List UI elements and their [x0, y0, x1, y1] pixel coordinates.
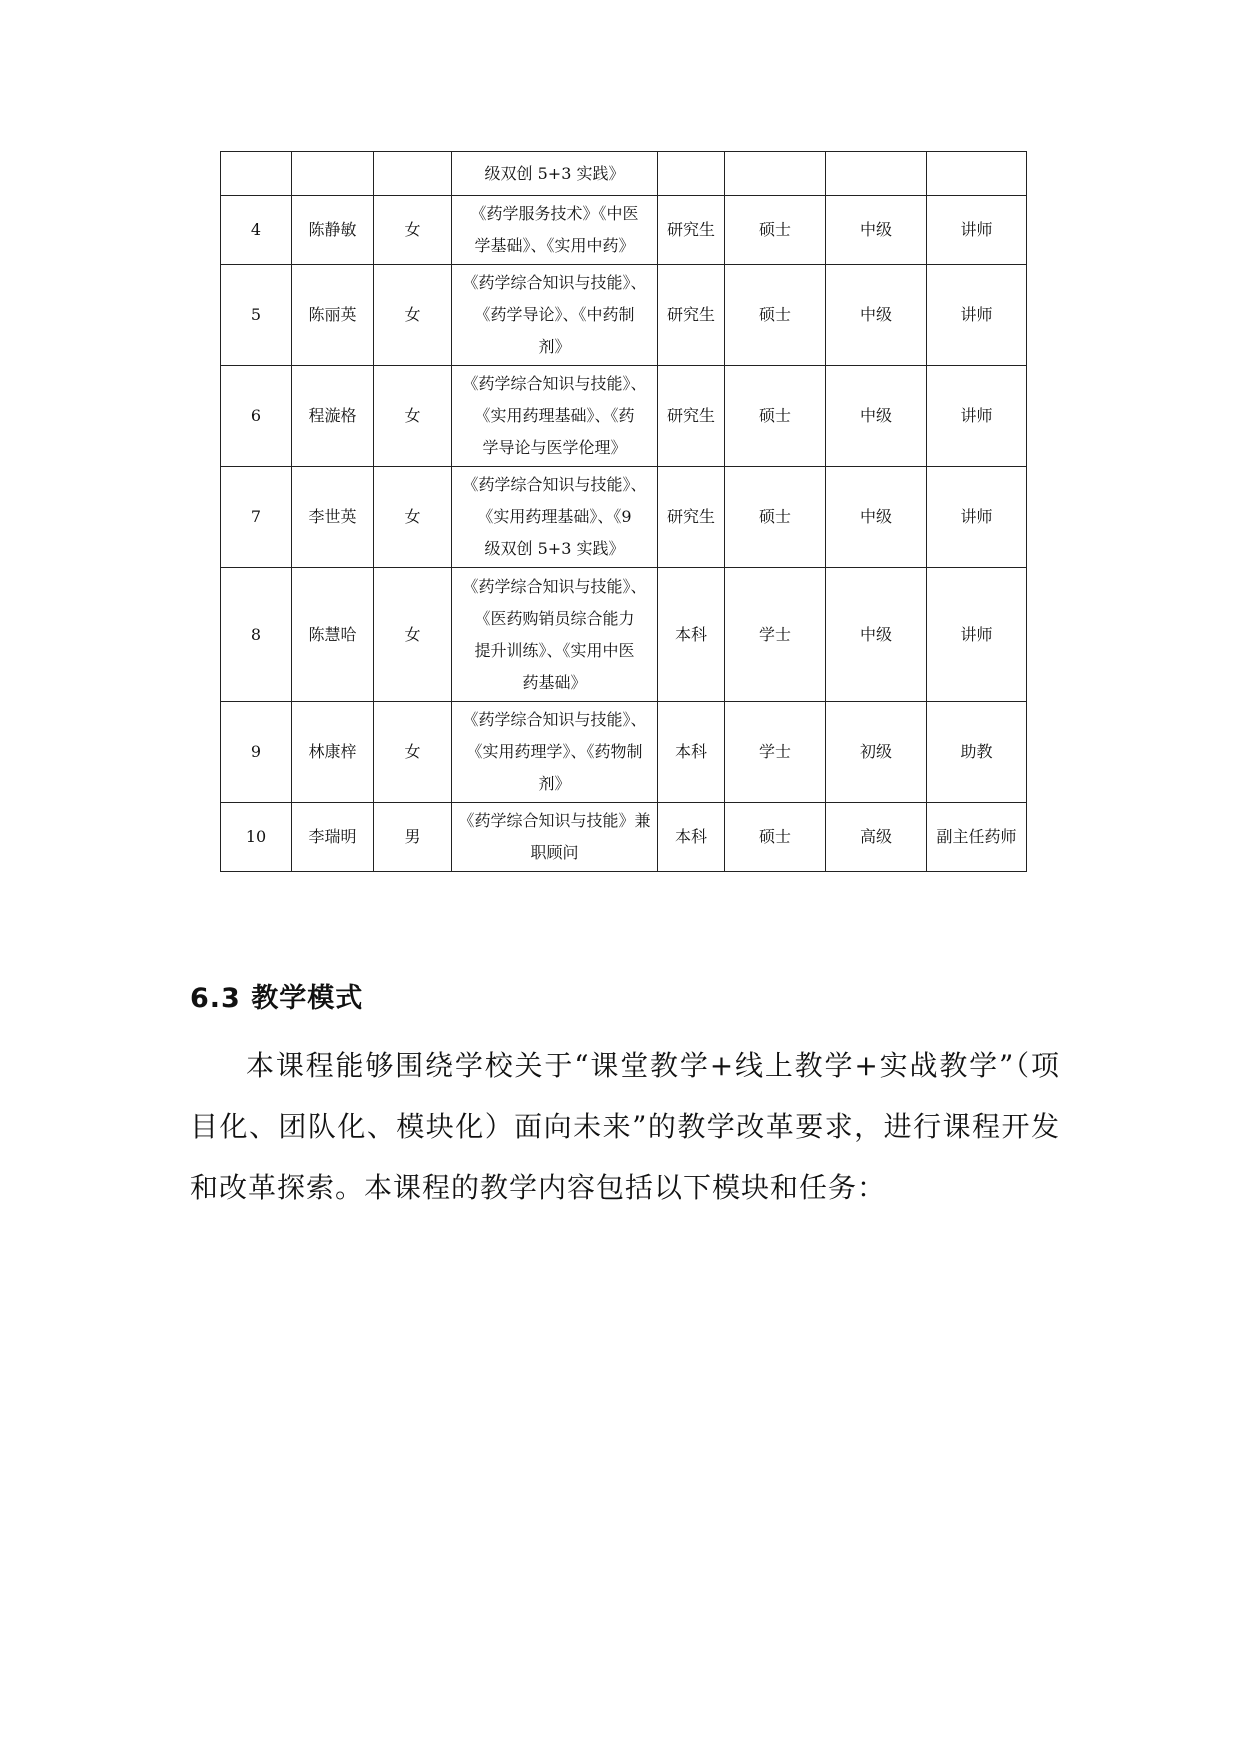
gender-cell: 女: [374, 196, 452, 265]
course-line: 学基础》、《实用中药》: [474, 236, 635, 255]
teacher-name-cell: [292, 152, 374, 196]
course-line: 《药学综合知识与技能》、: [462, 273, 647, 292]
gender-cell: 女: [374, 467, 452, 568]
gender-cell: 女: [374, 568, 452, 702]
education-cell: 本科: [658, 702, 725, 803]
row-number-cell: 6: [221, 366, 292, 467]
professional-title-cell: 讲师: [927, 467, 1027, 568]
title-level-cell: 初级: [826, 702, 927, 803]
title-level-cell: 中级: [826, 467, 927, 568]
gender-cell: 女: [374, 702, 452, 803]
education-cell: 研究生: [658, 196, 725, 265]
table-row: [221, 152, 1027, 196]
education-cell: [658, 152, 725, 196]
course-line: 《药学服务技术》《中医: [470, 204, 639, 223]
title-level-cell: 中级: [826, 196, 927, 265]
education-cell: 研究生: [658, 467, 725, 568]
teacher-name-cell: 程漩格: [292, 366, 374, 467]
body-paragraph: 本课程能够围绕学校关于“课堂教学+线上教学+实战教学”（项目化、团队化、模块化）面向未来”的教学改革要求，进行课程开发和改革探索。本课程的教学内容包括以下模块和任务：: [190, 1049, 1060, 1204]
education-cell: 本科: [658, 568, 725, 702]
teacher-name-cell: 陈丽英: [292, 265, 374, 366]
courses-cell: [452, 568, 658, 702]
course-line: 剂》: [538, 774, 571, 793]
professional-title-cell: 讲师: [927, 366, 1027, 467]
title-level-cell: [826, 152, 927, 196]
courses-cell: [452, 366, 658, 467]
degree-cell: [725, 152, 826, 196]
teacher-name-cell: 陈慧哈: [292, 568, 374, 702]
gender-cell: 男: [374, 803, 452, 872]
education-cell: 研究生: [658, 366, 725, 467]
title-level-cell: 中级: [826, 568, 927, 702]
teacher-name-cell: 陈静敏: [292, 196, 374, 265]
professional-title-cell: [927, 152, 1027, 196]
gender-cell: 女: [374, 366, 452, 467]
row-number-cell: 10: [221, 803, 292, 872]
row-number-cell: [221, 152, 292, 196]
teacher-name-cell: 李世英: [292, 467, 374, 568]
degree-cell: 学士: [725, 568, 826, 702]
professional-title-cell: 副主任药师: [927, 803, 1027, 872]
staff-table: [220, 151, 1027, 872]
courses-cell: [452, 196, 658, 265]
degree-cell: 硕士: [725, 196, 826, 265]
course-line: 《医药购销员综合能力: [474, 608, 635, 628]
title-level-cell: 高级: [826, 803, 927, 872]
row-number-cell: 4: [221, 196, 292, 265]
teacher-name-cell: 李瑞明: [292, 803, 374, 872]
course-line: 级双创 5+3 实践》: [484, 163, 625, 183]
education-cell: 本科: [658, 803, 725, 872]
course-line: 《药学综合知识与技能》兼: [458, 811, 651, 830]
title-level-cell: 中级: [826, 366, 927, 467]
course-line: 提升训练》、《实用中医: [474, 640, 635, 660]
course-line: 《药学导论》、《中药制: [474, 305, 635, 324]
table-body: [221, 152, 1027, 872]
course-line: 《药学综合知识与技能》、: [462, 710, 647, 729]
course-line: 《药学综合知识与技能》、: [462, 374, 647, 393]
education-cell: 研究生: [658, 265, 725, 366]
course-line: 学导论与医学伦理》: [482, 438, 627, 457]
table-row: [221, 568, 1027, 702]
row-number-cell: 9: [221, 702, 292, 803]
degree-cell: 硕士: [725, 265, 826, 366]
course-line: 《药学综合知识与技能》、: [462, 475, 647, 494]
courses-cell: [452, 152, 658, 196]
courses-cell: [452, 265, 658, 366]
row-number-cell: 8: [221, 568, 292, 702]
courses-cell: [452, 803, 658, 872]
row-number-cell: 5: [221, 265, 292, 366]
course-line: 《实用药理学》、《药物制: [466, 742, 643, 761]
table-row: [221, 366, 1027, 467]
table-row: [221, 702, 1027, 803]
table-row: [221, 196, 1027, 265]
gender-cell: 女: [374, 265, 452, 366]
section-heading: 6.3 教学模式: [190, 983, 364, 1014]
professional-title-cell: 助教: [927, 702, 1027, 803]
courses-cell: [452, 702, 658, 803]
table-row: [221, 265, 1027, 366]
courses-cell: [452, 467, 658, 568]
degree-cell: 硕士: [725, 467, 826, 568]
gender-cell: [374, 152, 452, 196]
professional-title-cell: 讲师: [927, 196, 1027, 265]
course-line: 《药学综合知识与技能》、: [462, 576, 647, 596]
table-row: [221, 803, 1027, 872]
course-line: 职顾问: [530, 843, 579, 862]
degree-cell: 学士: [725, 702, 826, 803]
degree-cell: 硕士: [725, 366, 826, 467]
table-row: [221, 467, 1027, 568]
teacher-name-cell: 林康梓: [292, 702, 374, 803]
professional-title-cell: 讲师: [927, 265, 1027, 366]
course-line: 剂》: [538, 337, 571, 356]
course-line: 级双创 5+3 实践》: [484, 539, 625, 558]
title-level-cell: 中级: [826, 265, 927, 366]
row-number-cell: 7: [221, 467, 292, 568]
course-line: 《实用药理基础》、《药: [474, 406, 635, 425]
degree-cell: 硕士: [725, 803, 826, 872]
professional-title-cell: 讲师: [927, 568, 1027, 702]
course-line: 《实用药理基础》、《9: [477, 507, 632, 526]
course-line: 药基础》: [522, 672, 587, 692]
